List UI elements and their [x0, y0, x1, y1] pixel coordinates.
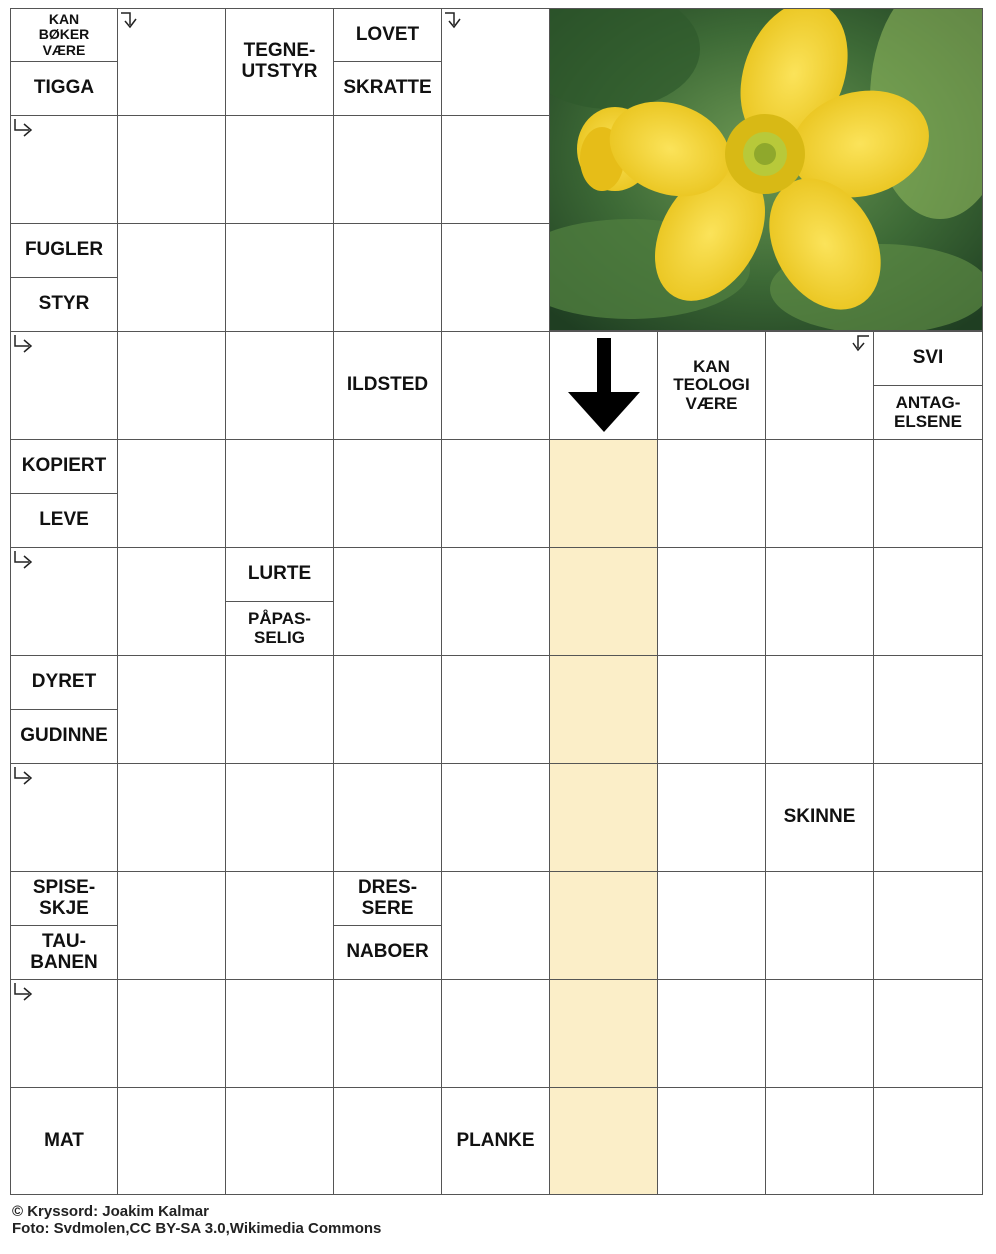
- hook-arrow-left-down-icon: [844, 334, 870, 360]
- clue-mat: MAT: [10, 1087, 118, 1195]
- clue-dressere: DRES- SERE: [333, 871, 442, 926]
- answer-cell[interactable]: [225, 331, 334, 440]
- answer-cell[interactable]: [873, 439, 983, 548]
- hook-arrow-right-icon: [13, 334, 39, 360]
- big-down-arrow-icon: [564, 336, 644, 436]
- solution-cell[interactable]: [549, 763, 658, 872]
- answer-cell[interactable]: [225, 871, 334, 980]
- answer-cell[interactable]: [873, 1087, 983, 1195]
- answer-cell[interactable]: [765, 979, 874, 1088]
- clue-planke: PLANKE: [441, 1087, 550, 1195]
- solution-pointer: [549, 331, 658, 440]
- answer-cell[interactable]: [657, 655, 766, 764]
- solution-cell[interactable]: [549, 547, 658, 656]
- answer-cell[interactable]: [333, 979, 442, 1088]
- answer-cell[interactable]: [441, 763, 550, 872]
- answer-cell[interactable]: [657, 439, 766, 548]
- answer-cell[interactable]: [441, 655, 550, 764]
- solution-cell[interactable]: [549, 439, 658, 548]
- clue-spiseskje: SPISE- SKJE: [10, 871, 118, 926]
- answer-cell[interactable]: [117, 1087, 226, 1195]
- answer-cell[interactable]: [117, 547, 226, 656]
- answer-cell[interactable]: [117, 223, 226, 332]
- answer-cell[interactable]: [441, 979, 550, 1088]
- solution-cell[interactable]: [549, 655, 658, 764]
- answer-cell[interactable]: [765, 439, 874, 548]
- clue-leve: LEVE: [10, 493, 118, 548]
- clue-papasselig: PÅPAS- SELIG: [225, 601, 334, 656]
- answer-cell[interactable]: [225, 1087, 334, 1195]
- answer-cell[interactable]: [441, 331, 550, 440]
- hook-arrow-right-icon: [13, 766, 39, 792]
- clue-lurte: LURTE: [225, 547, 334, 602]
- answer-cell[interactable]: [117, 871, 226, 980]
- answer-cell[interactable]: [117, 979, 226, 1088]
- answer-cell[interactable]: [873, 655, 983, 764]
- answer-cell[interactable]: [117, 655, 226, 764]
- answer-cell[interactable]: [765, 655, 874, 764]
- credits: [12, 1203, 381, 1237]
- answer-cell[interactable]: [225, 655, 334, 764]
- answer-cell[interactable]: [873, 763, 983, 872]
- clue-styr: STYR: [10, 277, 118, 332]
- answer-cell[interactable]: [441, 223, 550, 332]
- answer-cell[interactable]: [765, 1087, 874, 1195]
- hook-arrow-right-icon: [13, 982, 39, 1008]
- answer-cell[interactable]: [117, 763, 226, 872]
- clue-skinne: SKINNE: [765, 763, 874, 872]
- clue-skratte: SKRATTE: [333, 61, 442, 116]
- answer-cell[interactable]: [333, 763, 442, 872]
- answer-cell[interactable]: [225, 763, 334, 872]
- clue-tigga: TIGGA: [10, 61, 118, 116]
- answer-cell[interactable]: [225, 115, 334, 224]
- clue-antagelsene: ANTAG- ELSENE: [873, 385, 983, 440]
- clue-taubanen: TAU- BANEN: [10, 925, 118, 980]
- hook-arrow-down-icon: [444, 11, 470, 37]
- answer-cell[interactable]: [765, 547, 874, 656]
- answer-cell[interactable]: [441, 115, 550, 224]
- hook-arrow-right-icon: [13, 550, 39, 576]
- answer-cell[interactable]: [657, 547, 766, 656]
- clue-svi: SVI: [873, 331, 983, 386]
- answer-cell[interactable]: [873, 979, 983, 1088]
- clue-dyret: DYRET: [10, 655, 118, 710]
- clue-gudinne: GUDINNE: [10, 709, 118, 764]
- answer-cell[interactable]: [657, 763, 766, 872]
- answer-cell[interactable]: [117, 439, 226, 548]
- answer-cell[interactable]: [333, 439, 442, 548]
- answer-cell[interactable]: [441, 871, 550, 980]
- answer-cell[interactable]: [117, 115, 226, 224]
- answer-cell[interactable]: [873, 547, 983, 656]
- clue-lovet: LOVET: [333, 8, 442, 62]
- answer-cell[interactable]: [333, 223, 442, 332]
- clue-kan-teologi-vaere: KAN TEOLOGI VÆRE: [657, 331, 766, 440]
- answer-cell[interactable]: [873, 871, 983, 980]
- answer-cell[interactable]: [657, 979, 766, 1088]
- answer-cell[interactable]: [225, 223, 334, 332]
- clue-ildsted: ILDSTED: [333, 331, 442, 440]
- hook-arrow-right-icon: [13, 118, 39, 144]
- anemone-image: [550, 9, 983, 331]
- clue-naboer: NABOER: [333, 925, 442, 980]
- answer-cell[interactable]: [225, 439, 334, 548]
- answer-cell[interactable]: [657, 1087, 766, 1195]
- answer-cell[interactable]: [333, 547, 442, 656]
- solution-cell[interactable]: [549, 979, 658, 1088]
- answer-cell[interactable]: [333, 1087, 442, 1195]
- clue-fugler: FUGLER: [10, 223, 118, 278]
- clue-tegneutstyr: TEGNE- UTSTYR: [225, 8, 334, 116]
- answer-cell[interactable]: [333, 655, 442, 764]
- answer-cell[interactable]: [225, 979, 334, 1088]
- answer-cell[interactable]: [117, 331, 226, 440]
- credit-crossword: © Kryssord: Joakim Kalmar: [12, 1203, 209, 1220]
- answer-cell[interactable]: [333, 115, 442, 224]
- crossword-grid: [10, 8, 983, 1195]
- answer-cell[interactable]: [441, 547, 550, 656]
- answer-cell[interactable]: [657, 871, 766, 980]
- solution-cell[interactable]: [549, 871, 658, 980]
- clue-kopiert: KOPIERT: [10, 439, 118, 494]
- clue-kan-boker-vaere: KAN BØKER VÆRE: [10, 8, 118, 62]
- answer-cell[interactable]: [765, 871, 874, 980]
- flower-photo: [549, 8, 983, 331]
- hook-arrow-down-icon: [120, 11, 146, 37]
- solution-cell[interactable]: [549, 1087, 658, 1195]
- credit-photo: Foto: Svdmolen,CC BY-SA 3.0,Wikimedia Commons: [12, 1220, 382, 1237]
- answer-cell[interactable]: [441, 439, 550, 548]
